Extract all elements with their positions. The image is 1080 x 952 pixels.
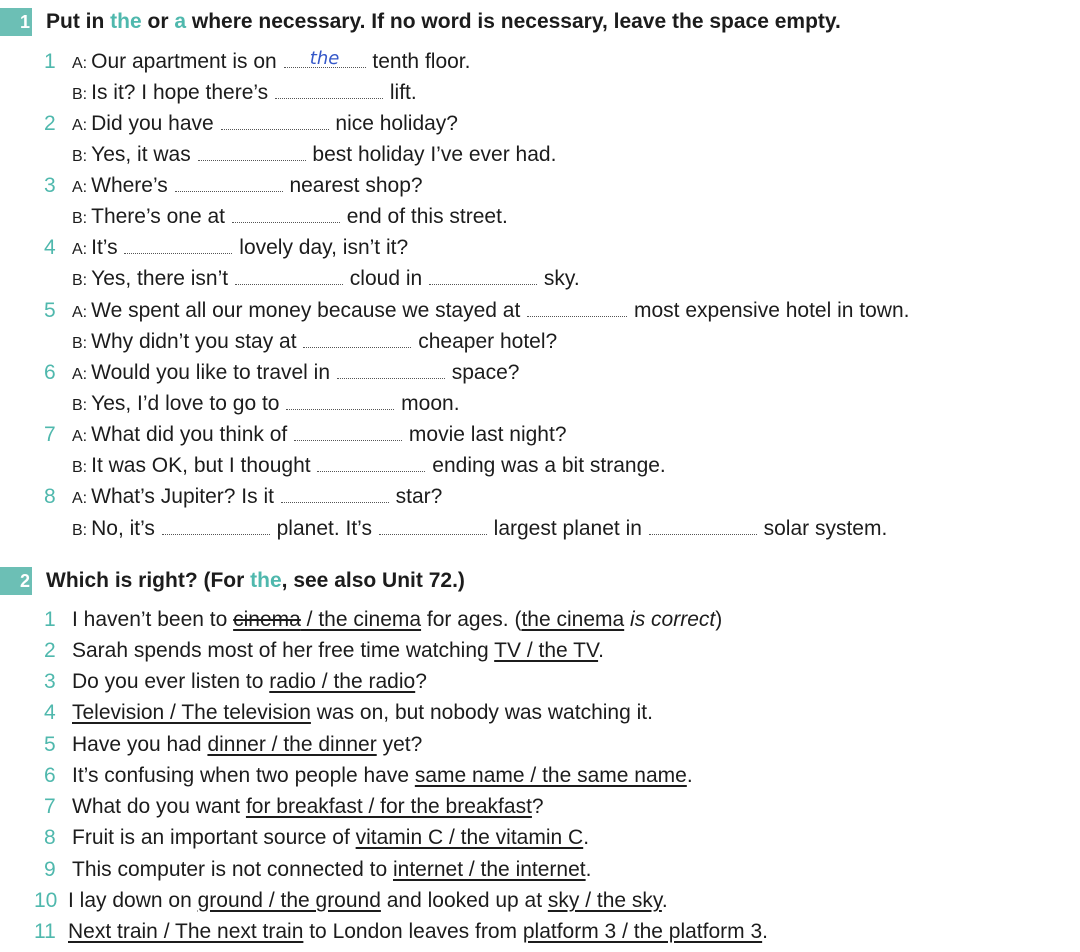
ex1-item-5-a: 5 A: We spent all our money because we stayed at most expensive hotel in town.: [44, 299, 910, 322]
ex1-item-3-a: 3 A: Where’s nearest shop?: [44, 174, 423, 197]
answer-blank[interactable]: [175, 173, 283, 192]
choice-pair[interactable]: sky / the sky: [547, 889, 662, 912]
ex1-item-6-b: B: Yes, I’d love to go to moon.: [72, 392, 460, 415]
ex2-item-6: 6 It’s confusing when two people have same name / the same name.: [44, 764, 693, 787]
ex1-item-4-a: 4 A: It’s lovely day, isn’t it?: [44, 236, 409, 259]
ex1-item-6-a: 6 A: Would you like to travel in space?: [44, 361, 520, 384]
answer-blank[interactable]: [294, 422, 402, 441]
answer-blank[interactable]: [317, 453, 425, 472]
choice-pair[interactable]: internet / the internet: [393, 858, 586, 881]
ex2-item-11: 11 Next train / The next train to London leaves from platform 3 / the platform 3.: [34, 920, 768, 943]
answer-blank[interactable]: [429, 266, 537, 285]
ex1-item-7-a: 7 A: What did you think of movie last night?: [44, 423, 567, 446]
exercise-1-title: Put in the or a where necessary. If no word is necessary, leave the space empty.: [46, 10, 841, 33]
ex2-item-7: 7 What do you want for breakfast / for the breakfast?: [44, 795, 544, 818]
ex2-item-4: 4 Television / The television was on, but nobody was watching it.: [44, 701, 653, 724]
answer-blank[interactable]: [527, 298, 627, 317]
answer-blank[interactable]: [198, 142, 306, 161]
ex2-item-3: 3 Do you ever listen to radio / the radio?: [44, 670, 427, 693]
answer-blank[interactable]: [281, 484, 389, 503]
ex1-item-7-b: B: It was OK, but I thought ending was a bit strange.: [72, 454, 666, 477]
ex1-item-8-a: 8 A: What’s Jupiter? Is it star?: [44, 485, 443, 508]
ex1-item-1-a: 1 A: Our apartment is on the tenth floor.: [44, 48, 471, 73]
answer-blank[interactable]: [337, 360, 445, 379]
ex1-item-8-b: B: No, it’s planet. It’s largest planet in solar system.: [72, 517, 888, 540]
choice-pair[interactable]: dinner / the dinner: [207, 733, 377, 756]
ex1-item-3-b: B: There’s one at end of this street.: [72, 205, 508, 228]
ex2-item-10: 10 I lay down on ground / the ground and looked up at sky / the sky.: [34, 889, 668, 912]
ex2-item-8: 8 Fruit is an important source of vitamin C / the vitamin C.: [44, 826, 590, 849]
choice-pair[interactable]: Television / The television: [72, 701, 311, 724]
answer-blank[interactable]: [275, 80, 383, 99]
answer-blank[interactable]: [235, 266, 343, 285]
answer-blank[interactable]: [232, 204, 340, 223]
choice-pair[interactable]: TV / the TV: [494, 639, 599, 662]
ex2-item-1: 1 I haven’t been to cinema / the cinema for ages. (the cinema is correct): [44, 608, 723, 631]
exercise-2-title: Which is right? (For the, see also Unit 72.): [46, 569, 465, 592]
answer-blank[interactable]: [303, 329, 411, 348]
ex1-item-5-b: B: Why didn’t you stay at cheaper hotel?: [72, 330, 558, 353]
exercise-2-number: 2: [0, 567, 32, 595]
answer-blank[interactable]: [284, 49, 366, 68]
ex2-item-9: 9 This computer is not connected to internet / the internet.: [44, 858, 592, 881]
answer-blank[interactable]: [286, 391, 394, 410]
choice-pair[interactable]: Next train / The next train: [68, 920, 304, 943]
exercise-1-number: 1: [0, 8, 32, 36]
choice-pair[interactable]: ground / the ground: [197, 889, 381, 912]
struck-out-choice: cinema: [233, 608, 301, 631]
choice-pair[interactable]: same name / the same name: [414, 764, 687, 787]
answer-blank[interactable]: [649, 516, 757, 535]
ex1-item-4-b: B: Yes, there isn’t cloud in sky.: [72, 267, 580, 290]
ex2-item-5: 5 Have you had dinner / the dinner yet?: [44, 733, 423, 756]
choice-pair[interactable]: for breakfast / for the breakfast: [245, 795, 532, 818]
choice-pair[interactable]: vitamin C / the vitamin C: [355, 826, 584, 849]
answer-blank[interactable]: [162, 516, 270, 535]
choice-pair[interactable]: radio / the radio: [269, 670, 416, 693]
ex1-item-1-b: B: Is it? I hope there’s lift.: [72, 81, 417, 104]
handwritten-answer: the: [309, 48, 340, 69]
answer-blank[interactable]: [221, 111, 329, 130]
choice-pair[interactable]: platform 3 / the platform 3: [522, 920, 763, 943]
answer-blank[interactable]: [379, 516, 487, 535]
answer-blank[interactable]: [124, 235, 232, 254]
ex1-item-2-b: B: Yes, it was best holiday I’ve ever had.: [72, 143, 557, 166]
ex1-item-2-a: 2 A: Did you have nice holiday?: [44, 112, 458, 135]
ex2-item-2: 2 Sarah spends most of her free time watching TV / the TV.: [44, 639, 604, 662]
